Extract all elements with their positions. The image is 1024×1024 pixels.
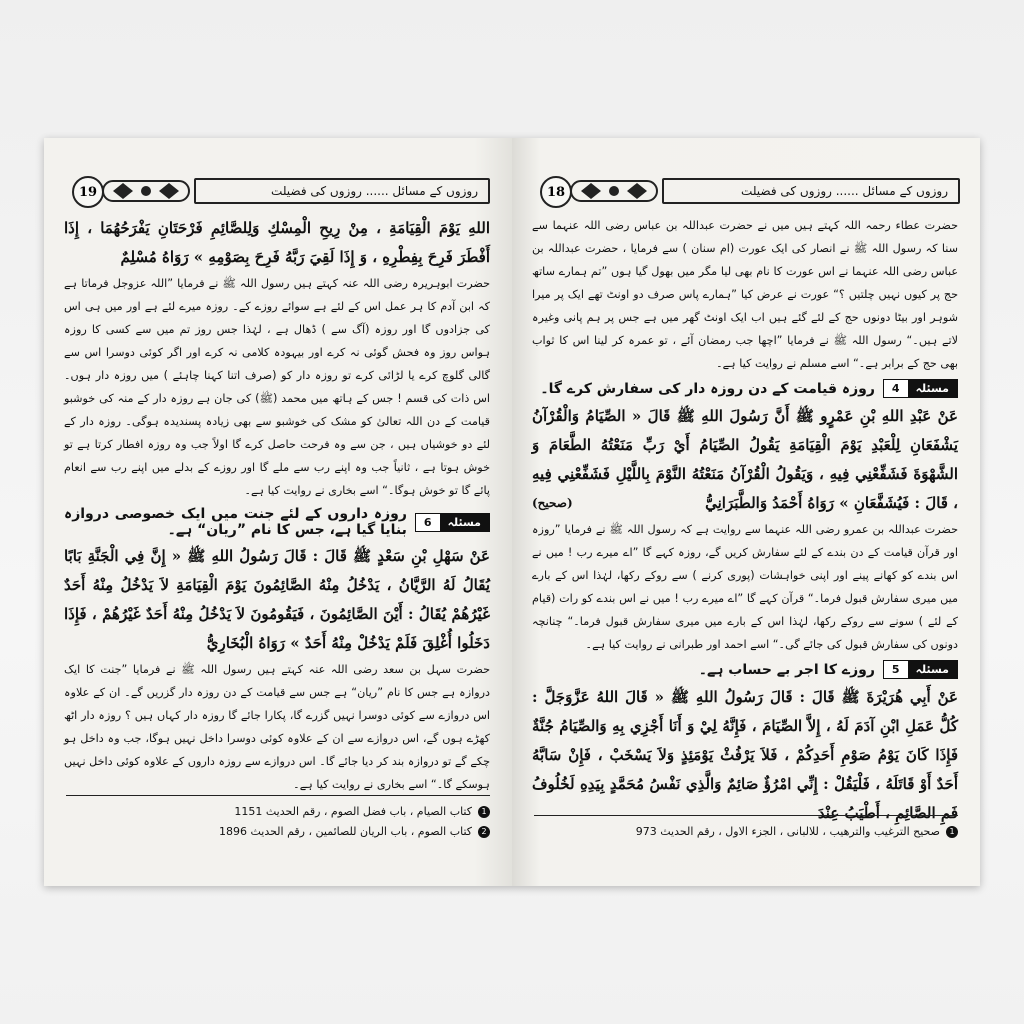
page-body [64,214,490,796]
masala-label: مسئلہ [908,380,957,397]
header-text: روزوں کے مسائل ...... روزوں کی فضیلت [271,184,478,198]
urdu-translation-text: حضرت سہل بن سعد رضی اللہ عنہ کہتے ہیں رسول اللہ ﷺ نے فرمایا ”جنت کا ایک دروازہ ہے جس کا نام ”ریان“ ہے جس سے قیامت کے دن روزہ دار گزریں گے۔ ان کے علاوہ اس دروازے سے کوئی دوسرا نہیں گزرے گا، پکارا جائے گا روزہ دار کہاں ہیں ؟ روزہ دار اٹھ کھڑے ہوں گے، اس دروازے سے ان کے علاوہ کوئی دوسرا داخل نہیں ہوگا، جب وہ داخل ہو چکے گے تو دروازہ بند کر دیا جائے گا۔ اس دروازے سے روزہ داروں کے علاوہ کوئی داخل نہیں ہوسکے گا۔“ اسے بخاری نے روایت کیا ہے۔ [64,663,490,791]
masala-number: 5 [884,661,908,678]
masala-badge [415,513,490,532]
arabic-hadith-text: اللهِ يَوْمَ الْقِيَامَةِ ، مِنْ رِيحِ الْمِسْكِ وَلِلصَّائِمِ فَرْحَتَانِ يَفْرَحُهُمَا ، إِذَا أَفْطَرَ فَرِحَ بِفِطْرِهِ ، وَ إِذَا لَقِيَ رَبَّهُ فَرِحَ بِصَوْمِهِ » رَوَاهُ مُسْلِمٌ [64,219,490,266]
masala-number: 6 [416,514,440,531]
masala-number: 4 [884,380,908,397]
footnote-text: کتاب الصوم ، باب الریان للصائمین ، رقم الحدیث 1896 [218,825,472,838]
page-number: 18 [540,176,572,208]
masala-title: روزہ داروں کے لئے جنت میں ایک خصوصی دروازہ بنایا گیا ہے، جس کا نام ”ریان“ ہے۔ [64,506,407,538]
footnote [534,822,958,842]
arabic-hadith-text: عَنْ عَبْدِ اللهِ بْنِ عَمْرٍو ﷺ أَنَّ رَسُولَ اللهِ ﷺ قَالَ « الصِّيَامُ وَالْقُرْآنُ يَشْفَعَانِ لِلْعَبْدِ يَوْمَ الْقِيَامَةِ يَقُولُ الصِّيَامُ أَيْ رَبِّ مَنَعْتُهُ الطَّعَامَ وَ الشَّهْوَةَ فَشَفِّعْنِي فِيهِ ، وَيَقُولُ الْقُرْآنُ مَنَعْتُهُ النَّوْمَ بِاللَّيْلِ فَشَفِّعْنِي فِيهِ ، قَالَ : فَيُشَفَّعَانِ » رَوَاهُ أَحْمَدُ وَالطَّبَرَانِيُّ (صحیح) [532,402,958,518]
running-header [662,178,960,204]
masala-title: روزہ قیامت کے دن روزہ دار کی سفارش کرے گا۔ [540,380,875,397]
urdu-translation-text: حضرت عبداللہ بن عمرو رضی اللہ عنہما سے روایت ہے کہ رسول اللہ ﷺ نے فرمایا ”روزہ اور قرآن قیامت کے دن بندے کے لئے سفارش کریں گے، روزہ کہے گا ”اے میرے رب ! میں نے اس بندے کو کھانے پینے اور اپنی خواہشات (پوری کرنے ) سے روکے رکھا، لہٰذا اس کے بارے میں میری سفارش قبول فرما۔“ قرآن کہے گا ”اے میرے رب ! میں نے اس بندے کو رات (قیام کے لئے ) سونے سے روکے رکھا، لہٰذا اس کے بارے میں میری سفارش قبول فرما۔“ چنانچہ دونوں کی سفارش قبول کی جائے گی۔“ اسے احمد اور طبرانی نے روایت کیا ہے۔ [532,523,958,651]
masala-label: مسئلہ [440,514,489,531]
arabic-hadith-text: عَنْ أَبِي هُرَيْرَةَ ﷺ قَالَ : قَالَ رَسُولُ اللهِ ﷺ « قَالَ اللهُ عَزَّوَجَلَّ : كُلُّ عَمَلِ ابْنِ آدَمَ لَهُ ، إِلاَّ الصِّيَامَ ، فَإِنَّهُ لِيْ وَ أَنَا أَجْزِي بِهِ وَالصِّيَامُ جُنَّةٌ فَإِذَا كَانَ يَوْمُ صَوْمِ أَحَدِكُمْ ، فَلاَ يَرْفُثْ يَوْمَئِذٍ وَلاَ يَسْخَبْ ، فَإِنْ سَابَّهُ أَحَدٌ أَوْ قَاتَلَهُ ، فَلْيَقُلْ : إِنِّي امْرُؤٌ صَائِمٌ وَالَّذِي نَفْسُ مُحَمَّدٍ بِيَدِهِ لَخُلُوفُ فَمِ الصَّائِمِ ، أَطْيَبُ عِنْدَ [532,688,958,822]
page-right [512,138,980,886]
footnote-text: کتاب الصیام ، باب فضل الصوم ، رقم الحدیث 1151 [234,805,472,818]
masala-heading [532,379,958,398]
urdu-translation-text: حضرت عطاء رحمہ اللہ کہتے ہیں میں نے حضرت عبداللہ بن عباس رضی اللہ عنہما سے سنا کہ رسول اللہ ﷺ نے انصار کی ایک عورت (ام سنان ) سے فرمایا ، حضرت عبداللہ بن عباس رضی اللہ عنہما نے اس عورت کا نام بھی لیا مگر میں بھول گیا ہوں ”تم ہمارے ساتھ حج پر کیوں نہیں چلتیں ؟“ عورت نے عرض کیا ”ہمارے پاس صرف دو اونٹ تھے ایک پر میرا شوہر اور بیٹا دونوں حج کے لئے گئے ہیں اب ایک اونٹ گھر میں ہے جس پر ہم پانی وغیرہ لاتے ہیں۔“ رسول اللہ ﷺ نے فرمایا ”اچھا جب رمضان آئے ، تو عمرہ کر لینا اس کا ثواب بھی حج کے برابر ہے۔“ اسے مسلم نے روایت کیا ہے۔ [532,219,958,370]
header-text: روزوں کے مسائل ...... روزوں کی فضیلت [741,184,948,198]
footnotes [66,795,490,842]
masala-heading [532,660,958,679]
footnotes [534,815,958,842]
urdu-translation-text: حضرت ابوہریرہ رضی اللہ عنہ کہتے ہیں رسول اللہ ﷺ نے فرمایا ”اللہ عزوجل فرماتا ہے کہ ابن آدم کا ہر عمل اس کے لئے ہے سوائے روزے کے۔ روزہ میرے لئے ہے اور میں ہی اس کی جزادوں گا اور روزہ (آگ سے ) ڈھال ہے ، لہٰذا جس روز تم میں سے کسی کا روزہ ہواس روز وہ فحش گوئی نہ کرے اور بیہودہ کلامی نہ کرے اور اگر کوئی دوسرا اس سے گالی گلوچ کرے یا لڑائی کرے تو روزہ دار کو (صرف اتنا کہنا چاہئے ) میں روزہ دار ہوں۔ اس ذات کی قسم ! جس کے ہاتھ میں محمد (ﷺ) کی جان ہے روزہ دار کے منہ کی خوشبو قیامت کے دن اللہ تعالیٰ کو مشک کی خوشبو سے بھی زیادہ پسندیدہ ہوگی۔ روزہ دار کے لئے دو خوشیاں ہیں ، جن سے وہ فرحت حاصل کرے گا اولاً جب وہ روزہ افطار کرتا ہے تو خوش ہوتا ہے ، ثانیاً جب وہ اپنے رب سے ملے گا اور روزے کے بدلے میں اپنے رب سے انعام پائے گا تو خوش ہوگا۔“ اسے بخاری نے روایت کیا ہے۔ [64,277,490,497]
masala-title: روزے کا اجر بے حساب ہے۔ [698,661,875,678]
footnote-text: صحیح الترغیب والترھیب ، للالبانی ، الجزء الاول ، رقم الحدیث 973 [635,825,940,838]
decorative-frame-icon [98,176,194,206]
masala-badge [883,379,958,398]
book-spread [44,138,980,886]
page-number: 19 [72,176,104,208]
running-header [194,178,490,204]
grading-label: (صحیح) [532,496,573,510]
footnote [66,802,490,822]
decorative-frame-icon [566,176,662,206]
footnote-number: 2 [478,826,490,838]
masala-heading [64,506,490,538]
page-body [532,214,958,828]
footnote-number: 1 [478,806,490,818]
arabic-hadith-text: عَنْ سَهْلِ بْنِ سَعْدٍ ﷺ قَالَ : قَالَ رَسُولُ اللهِ ﷺ « إِنَّ فِي الْجَنَّةِ بَابًا يُقَالُ لَهُ الرَّيَّانُ ، يَدْخُلُ مِنْهُ الصَّائِمُونَ يَوْمَ الْقِيَامَةِ لاَ يَدْخُلُ مِنْهُ أَحَدٌ غَيْرُهُمْ يُقَالُ : أَيْنَ الصَّائِمُونَ ، فَيَقُومُونَ لاَ يَدْخُلُ مِنْهُ أَحَدٌ غَيْرُهُمْ ، فَإِذَا دَخَلُوا أُغْلِقَ فَلَمْ يَدْخُلْ مِنْهُ أَحَدٌ » رَوَاهُ الْبُخَارِيُّ [64,547,490,652]
page-left [44,138,512,886]
masala-label: مسئلہ [908,661,957,678]
footnote [66,822,490,842]
footnote-number: 1 [946,826,958,838]
masala-badge [883,660,958,679]
